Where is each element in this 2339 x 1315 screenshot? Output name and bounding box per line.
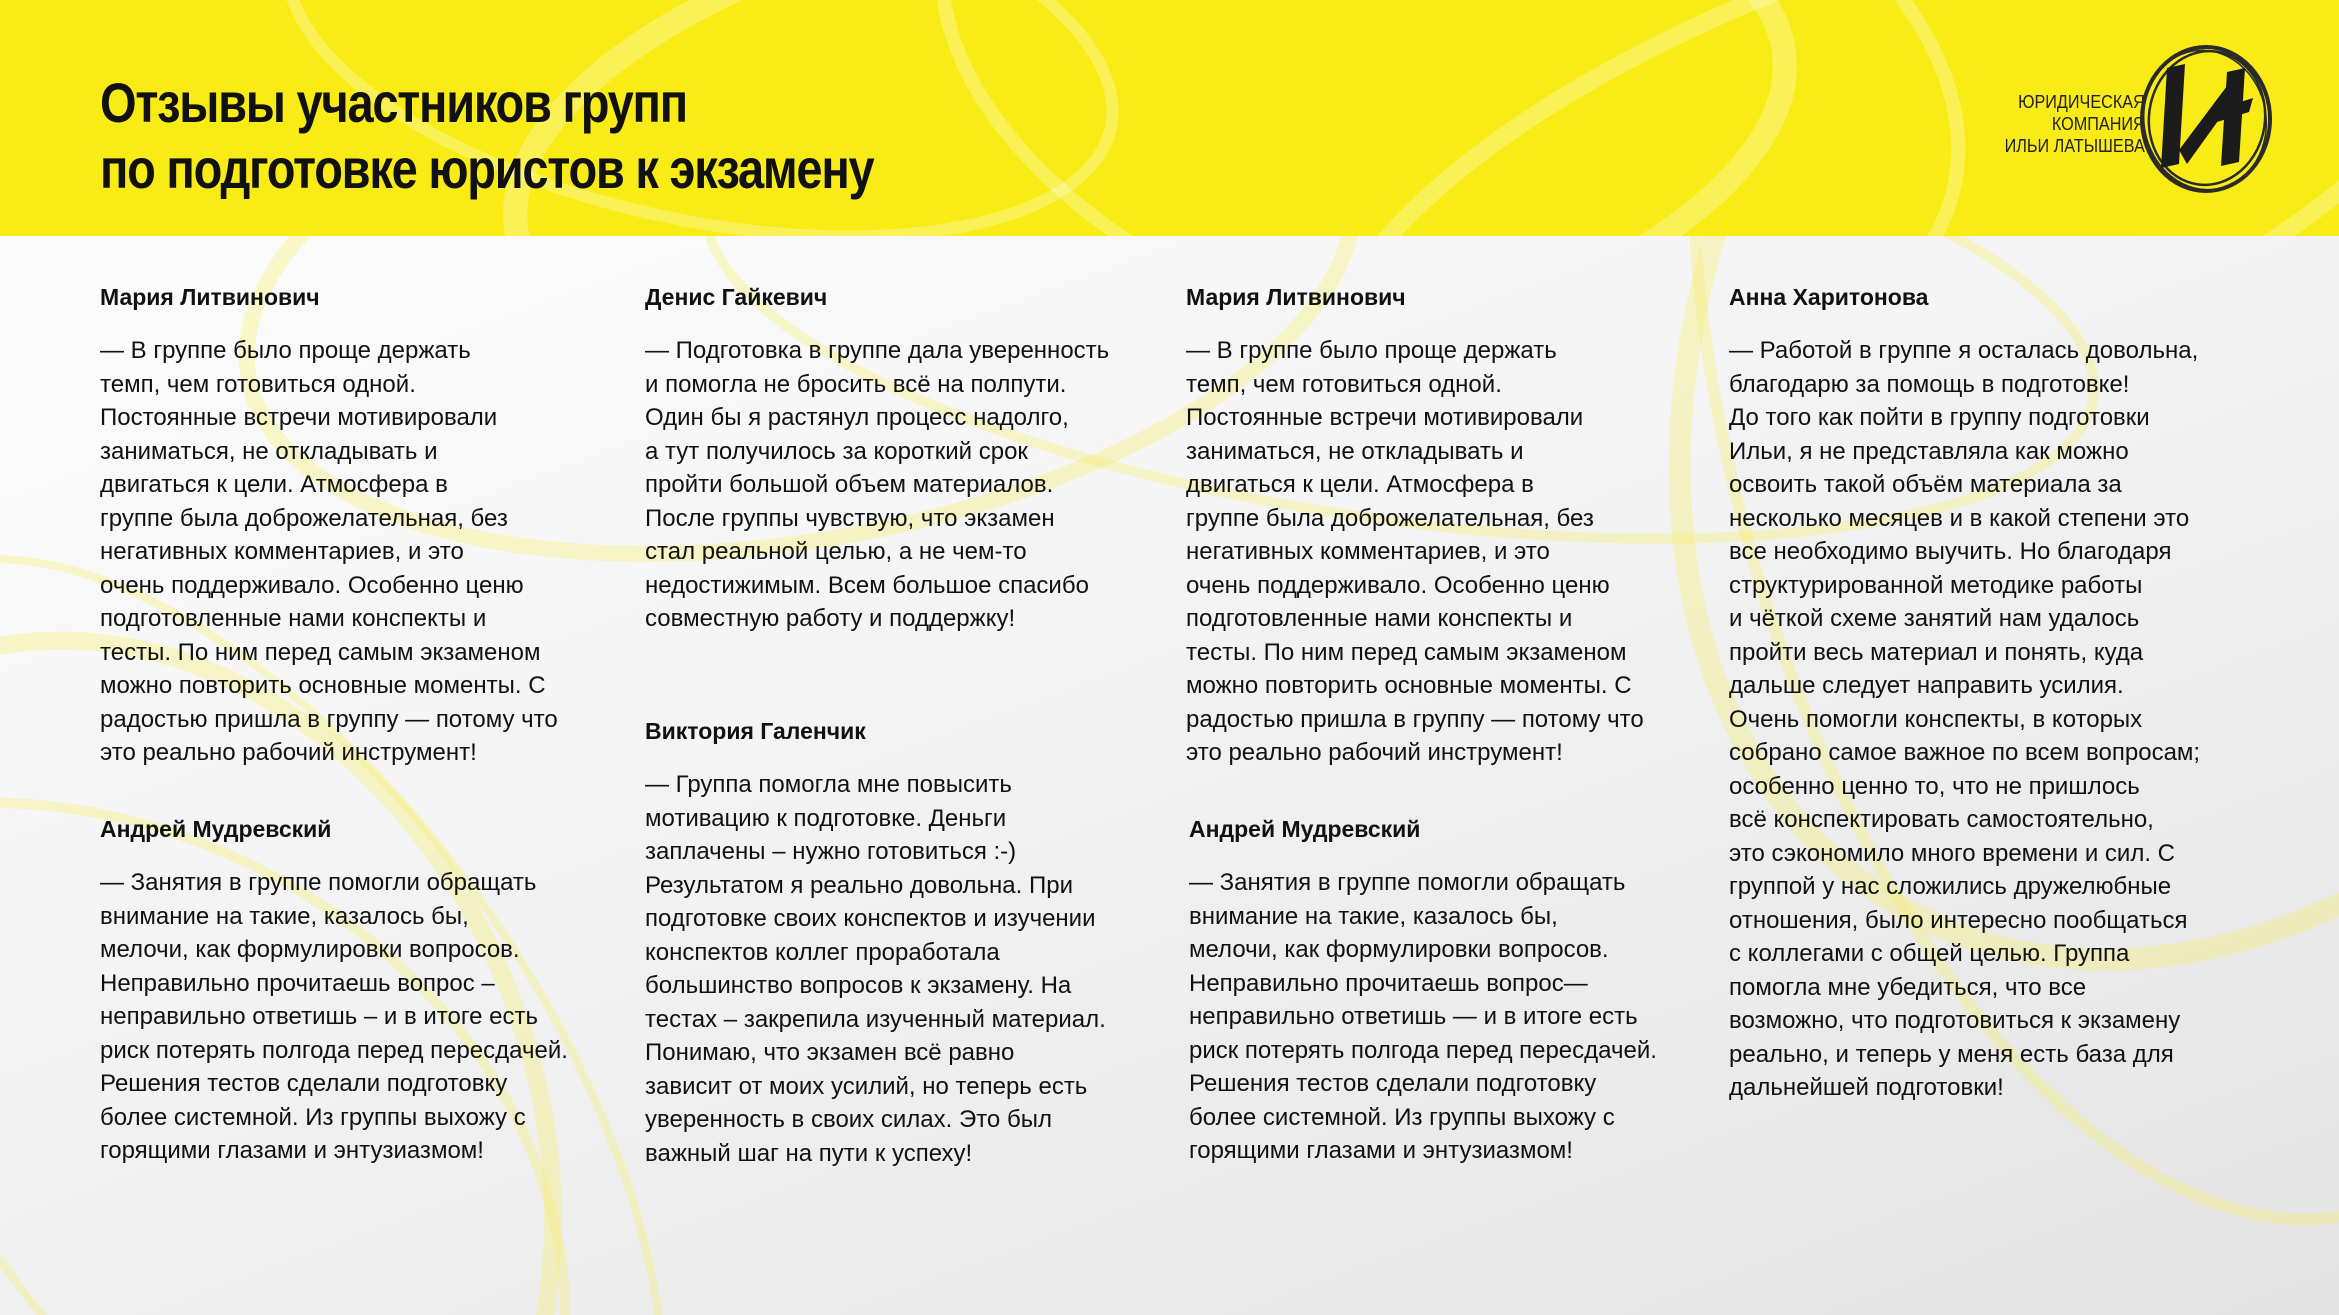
review-text: — Занятия в группе помогли обращать внимание на такие, казалось бы, мелочи, как формулировки вопросов. Неправильно прочитаешь вопрос – неправильно ответишь – и в итоге есть риск потерять полгода перед пересдачей. Решения тестов сделали подготовку более системной. Из группы выхожу с горящими глазами и энтузиазмом! (100, 869, 568, 1164)
company-logo (1995, 38, 2275, 208)
review-card (1189, 814, 1719, 1168)
review-card (100, 814, 620, 1168)
page-title-line-2: по подготовке юристов к экзамену (100, 137, 874, 200)
review-text: — Подготовка в группе дала уверенность и помогла не бросить всё на полпути. Один бы я растянул процесс надолго, а тут получилось за короткий срок пройти большой объем материалов. После группы чувствую, что экзамен стал реальной целью, а не чем-то недостижимым. Всем большое спасибо совместную работу и поддержку! (645, 337, 1110, 632)
review-text: — Занятия в группе помогли обращать внимание на такие, казалось бы, мелочи, как формулировки вопросов. Неправильно прочитаешь вопрос— неправильно ответишь — и в итоге есть риск потерять полгода перед пересдачей. Решения тестов сделали подготовку более системной. Из группы выхожу с горящими глазами и энтузиазмом! (1189, 869, 1657, 1164)
company-name-line-1: ЮРИДИЧЕСКАЯ (2018, 92, 2145, 112)
company-name (2005, 91, 2145, 157)
page-title (100, 70, 873, 202)
company-name-line-2: КОМПАНИЯ (2052, 114, 2145, 134)
review-card (100, 282, 620, 770)
review-card (645, 716, 1175, 1170)
reviewer-name: Мария Литвинович (1186, 284, 1406, 310)
reviewer-name: Виктория Галенчик (645, 718, 866, 744)
page-title-line-1: Отзывы участников групп (100, 71, 687, 134)
header-banner (0, 0, 2339, 236)
reviewer-name: Анна Харитонова (1729, 284, 1929, 310)
review-text: — Группа помогла мне повысить мотивацию к подготовке. Деньги заплачены – нужно готовиться :-) Результатом я реально довольна. При подготовке своих конспектов и изучении конспектов коллег проработала большинство вопросов к экзамену. На тестах – закрепила изученный материал. Понимаю, что экзамен всё равно зависит от моих усилий, но теперь есть уверенность в своих силах. Это был важный шаг на пути к успеху! (645, 771, 1106, 1167)
reviewer-name: Мария Литвинович (100, 284, 320, 310)
review-card (1729, 282, 2289, 1105)
reviewer-name: Андрей Мудревский (1189, 816, 1421, 842)
reviewer-name: Андрей Мудревский (100, 816, 332, 842)
review-card (1186, 282, 1716, 770)
reviewer-name: Денис Гайкевич (645, 284, 828, 310)
review-card (645, 282, 1175, 636)
company-monogram-logo-icon (2135, 38, 2277, 200)
review-text: — Работой в группе я осталась довольна, благодарю за помощь в подготовке! До того как пойти в группу подготовки Ильи, я не представляла как можно освоить такой объём материала за несколько месяцев и в какой степени это все необходимо выучить. Но благодаря структурированной методике работы и чёткой схеме занятий нам удалось пройти весь материал и понять, куда дальше следует направить усилия. Очень помогли конспекты, в которых собрано самое важное по всем вопросам; особенно ценно то, что не пришлось всё конспектировать самостоятельно, это сэкономило много времени и сил. С группой у нас сложились дружелюбные отношения, было интересно пообщаться с коллегами с общей целью. Группа помогла мне убедиться, что все возможно, что подготовиться к экзамену реально, и теперь у меня есть база для дальнейшей подготовки! (1729, 337, 2201, 1101)
review-text: — В группе было проще держать темп, чем готовиться одной. Постоянные встречи мотивировали заниматься, не откладывать и двигаться к цели. Атмосфера в группе была доброжелательная, без негативных комментариев, и это очень поддерживало. Особенно ценю подготовленные нами конспекты и тесты. По ним перед самым экзаменом можно повторить основные моменты. С радостью пришла в группу — потому что это реально рабочий инструмент! (100, 337, 558, 766)
review-text: — В группе было проще держать темп, чем готовиться одной. Постоянные встречи мотивировали заниматься, не откладывать и двигаться к цели. Атмосфера в группе была доброжелательная, без негативных комментариев, и это очень поддерживало. Особенно ценю подготовленные нами конспекты и тесты. По ним перед самым экзаменом можно повторить основные моменты. С радостью пришла в группу — потому что это реально рабочий инструмент! (1186, 337, 1644, 766)
company-name-line-3: ИЛЬИ ЛАТЫШЕВА (2004, 136, 2145, 156)
